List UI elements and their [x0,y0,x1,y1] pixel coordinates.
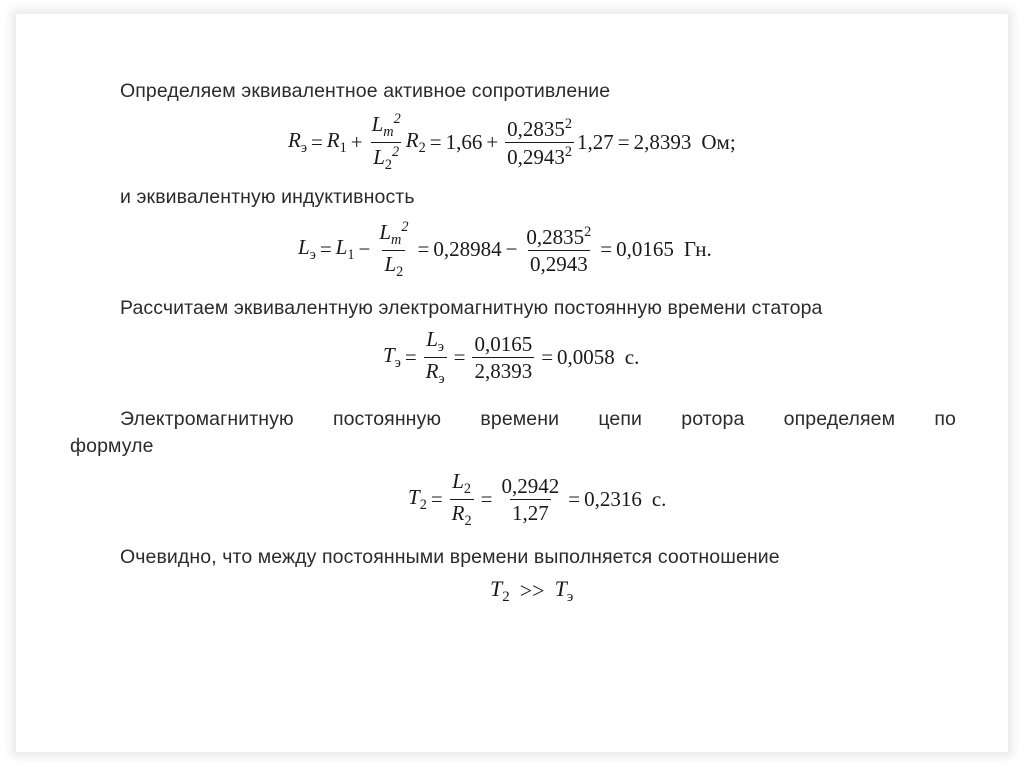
result-value: 2,8393 [633,129,692,154]
symbol-r-e: $R_э$ [288,127,307,156]
fraction-le-over-re: $\frac{L_э}{R_э}$ [425,327,445,387]
fraction-numeric-ratio: $\frac{0,0165}{2,8393}$ [474,331,533,383]
fraction-lm2-over-l2: $\frac{L_m^2}{L_2}$ [379,219,409,280]
text-rotor-time-constant: Электромагнитную постоянную времени цепи ротора определяем по [120,408,956,430]
result-value: 0,0165 [616,237,674,262]
symbol-r1: $R_1$ [326,127,347,156]
formula-equivalent-inductance: $L_э$ = $L_1$ − $\frac{L_m^2}{L_2}$ = 0,28984 − $\frac{0,2835^2}{0,2943}$ = 0,0165 Гн. [298,219,712,280]
result-value: 0,0058 [557,344,615,369]
text-stator-time-constant: Рассчитаем эквивалентную электромагнитную постоянную времени статора [120,297,823,319]
text-inductance: и эквивалентную индуктивность [120,186,415,208]
formula-relation [490,576,573,606]
value-1-27: 1,27 [577,129,614,154]
unit-second: с. [624,344,640,369]
symbol-t-e: $T_э$ [383,342,401,371]
unit-ohm: Ом; [701,129,736,154]
symbol-t2: $T_2$ [408,484,427,513]
slide [16,14,1008,752]
value-1-66: 1,66 [445,129,483,154]
unit-second: с. [651,486,667,511]
text-formula-word: формуле [70,435,154,457]
fraction-numeric-ratio: $\frac{0,2835^2}{0,2943^2}$ [507,115,573,169]
formula-stator-time-constant: $T_э$ = $\frac{L_э}{R_э}$ = $\frac{0,0165}{2,8393}$ = 0,0058 с. [383,327,640,387]
symbol-l1: $L_1$ [335,235,355,264]
much-greater-sign: >> [519,578,545,604]
fraction-l2-over-r2: $\frac{L_2}{R_2}$ [451,469,472,529]
symbol-r2: $R_2$ [405,127,426,156]
formula-rotor-time-constant: $T_2$ = $\frac{L_2}{R_2}$ = $\frac{0,2942}{1,27}$ = 0,2316 с. [408,469,667,529]
fraction-numeric-ratio: $\frac{0,2835^2}{0,2943}$ [526,223,592,276]
unit-henry: Гн. [683,237,712,262]
value-0-28984: 0,28984 [433,237,502,262]
fraction-lm2-over-l22: $\frac{L_m^2}{L_2^2}$ [371,111,401,173]
symbol-t2: $T_2$ [490,576,510,606]
formula-equivalent-resistance: $R_э$ = $R_1$ + $\frac{L_m^2}{L_2^2}$ $R_2$ = 1,66 + $\frac{0,2835^2}{0,2943^2}$ 1,27 = 2,8393 Ом; [288,111,736,173]
text-time-constant-relation: Очевидно, что между постоянными времени выполняется соотношение [120,546,780,568]
fraction-numeric-ratio: $\frac{0,2942}{1,27}$ [501,473,560,525]
result-value: 0,2316 [584,486,642,511]
symbol-t-e: $T_э$ [554,576,574,606]
text-active-resistance: Определяем эквивалентное активное сопротивление [120,80,611,102]
symbol-l-e: $L_э$ [298,235,316,264]
